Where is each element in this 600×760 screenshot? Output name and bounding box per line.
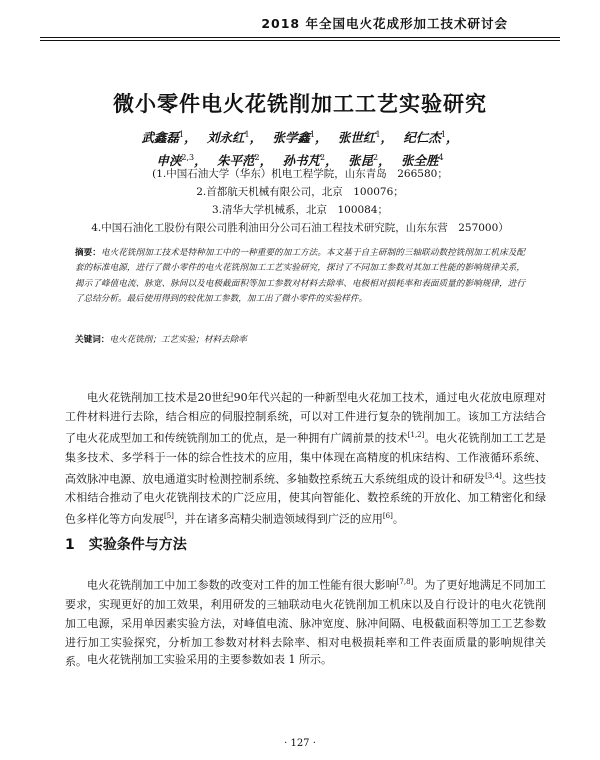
author: 孙书芃$^2$， <box>282 153 338 169</box>
abstract-text: 电火花铣削加工技术是特种加工中的一种重要的加工方法。本文基于自主研制的三轴联动数控铣削加工机床及配套的标准电源，进行了微小零件的电火花铣削加工工艺实验研究，探讨了不同加工参数对其加工性能的影响规律关系，揭示了峰值电流、脉宽、脉间以及电极截面积等加工参数对材料去除率、电极相对损耗率和表面质量的影响规律，进行了总结分析。最后使用得到的较优加工参数，加工出了微小零件的实验样件。 <box>75 248 525 305</box>
intro-paragraph: 电火花铣削加工技术是20世纪90年代兴起的一种新型电火花加工技术，通过电火花放电原理对工件材料进行去除，结合相应的伺服控制系统，可以对工件进行复杂的铣削加工。该加工方法结合了电火花成型加工和传统铣削加工的优点，是一种拥有广阔前景的技术[1,2]。电火花铣削加工工艺是集多技术、多学科于一体的综合性技术的应用，集中体现在高精度的机床结构、工作液循环系统、高效脉冲电源、放电通道实时检测控制系统、多轴数控系统五大系统组成的设计和研发[3,4]。这些技术相结合推动了电火花铣削技术的广泛应用，使其向智能化、数控系统的开放化、加工精密化和绿色多样化等方向发展[5]，并在诸多高精尖制造领域得到广泛的应用[6]。 <box>65 391 547 526</box>
author: 张世红$^1$， <box>337 130 394 146</box>
affiliation-line: 2.首都航天机械有限公司，北京 100076； <box>196 186 404 198</box>
keywords-label: 关键词： <box>75 335 110 345</box>
citation: [3,4] <box>485 471 502 480</box>
abstract-label: 摘要： <box>75 248 101 258</box>
affiliation-line: 3.清华大学机械系，北京 100084； <box>211 204 389 216</box>
affiliations <box>40 165 560 237</box>
citation: [1,2] <box>407 431 425 439</box>
citation: [6] <box>382 512 393 521</box>
author: 张全胜$^4$ <box>400 153 444 169</box>
page-number: · 127 · <box>284 738 316 749</box>
running-header: 2018 年全国电火花成形加工技术研讨会 <box>261 16 508 31</box>
author: 武鑫磊$^1$， <box>141 130 197 146</box>
author: 张昆$^2$， <box>348 153 391 169</box>
author: 张学鑫$^1$， <box>272 130 328 146</box>
paper-title: 微小零件电火花铣削加工工艺实验研究 <box>113 92 487 116</box>
affiliation-line: (1.中国石油大学（华东）机电工程学院，山东青岛 266580； <box>152 168 448 180</box>
citation: [7,8] <box>396 578 414 586</box>
author: 刘永红$^1$， <box>206 130 263 146</box>
author: 纪仁杰$^1$， <box>403 130 459 146</box>
citation: [5] <box>164 512 174 521</box>
abstract <box>75 246 525 308</box>
author: 朱平范$^2$， <box>217 153 273 169</box>
section-title: 实验条件与方法 <box>88 537 187 553</box>
header-rule <box>40 37 560 38</box>
keywords <box>75 333 525 348</box>
keywords-text: 电火花铣削；工艺实验；材料去除率 <box>109 335 247 345</box>
author: 申浃$^{2,3}$， <box>156 153 207 169</box>
table-intro-paragraph: 电火花铣削加工实验采用的主要参数如表 1 所示。 <box>87 653 332 666</box>
header-rule-thin <box>40 40 560 41</box>
affiliation-line: 4.中国石油化工股份有限公司胜利油田分公司石油工程技术研究院，山东东营 257000） <box>91 222 509 234</box>
section-heading <box>65 534 187 554</box>
section-number: 1 <box>65 537 75 553</box>
method-paragraph: 电火花铣削加工中加工参数的改变对工件的加工性能有很大影响[7,8]。为了更好地满足不同加工要求，实现更好的加工效果，利用研发的三轴联动电火花铣削加工机床以及自行设计的电火花铣削加工电源，采用单因素实验方法，对峰值电流、脉冲宽度、脉冲间隔、电极截面积等加工工艺参数进行加工实验探究，分析加工参数对材料去除率、相对电极损耗率和工件表面质量的影响规律关系。 <box>65 578 546 668</box>
